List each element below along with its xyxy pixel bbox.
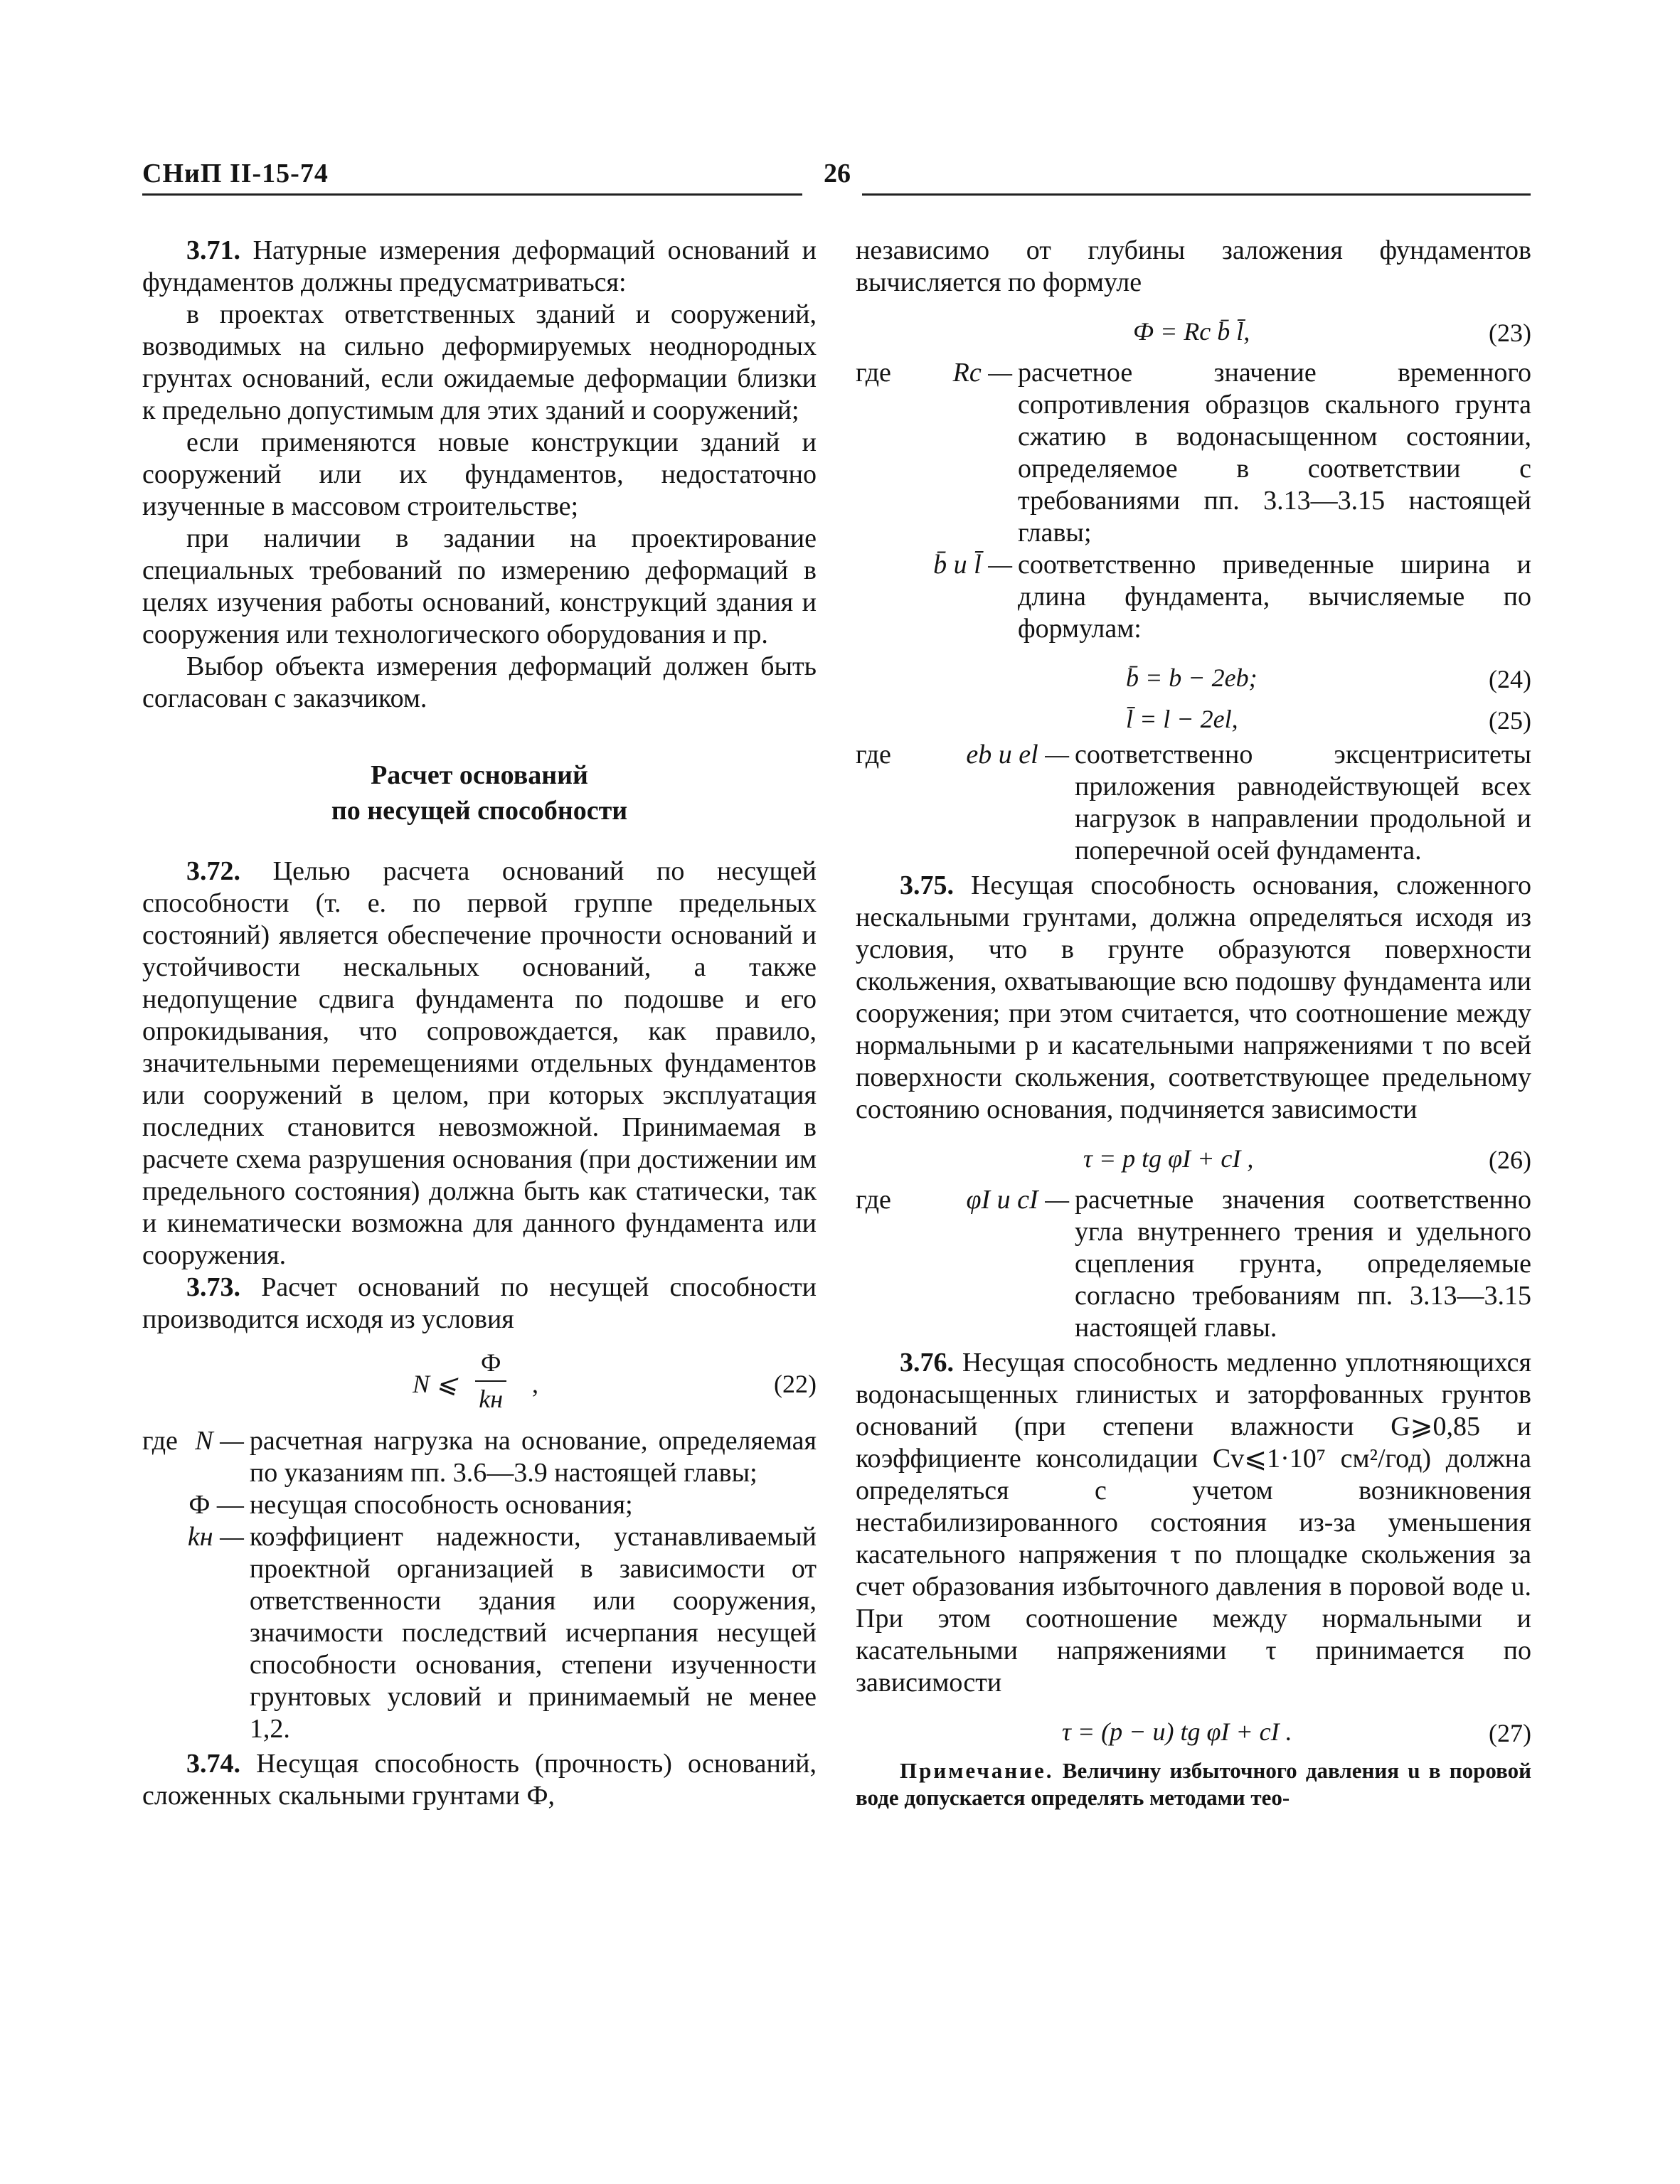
formula-number: (27) [1489, 1719, 1531, 1747]
definition-symbol: kн — [187, 1522, 244, 1552]
definitions-25 [856, 739, 1531, 867]
clause-text: Натурные измерения деформаций оснований и фундаментов должны предусматриваться: [142, 235, 817, 297]
definition-symbol: b̄ и l̄ — [933, 550, 1012, 580]
formula-comma: , [532, 1370, 538, 1398]
definitions-22 [142, 1425, 817, 1745]
note-text: Величину избыточного давления u в поровой воде допускается определять методами тео- [856, 1758, 1531, 1810]
definition-symbol: Ф — [188, 1490, 244, 1520]
definition-symbol: eb и el — [966, 740, 1069, 769]
formula-27 [856, 1710, 1531, 1753]
definition-text: расчетные значения соответственно угла внутреннего трения и удельного сцепления грунта, определяемые согласно требованиям пп. 3.13—3.15 настоящей главы. [1075, 1185, 1531, 1343]
where-label: где [856, 358, 891, 388]
definition-text: коэффициент надежности, устанавливаемый проектной организацией в зависимости от ответственности здания или сооружения, значимости последствий исчерпания несущей способности основания, степени изученности грунтовых условий и принимаемый не менее 1,2. [249, 1522, 817, 1744]
definitions-26 [856, 1184, 1531, 1344]
definition-row [142, 1425, 817, 1489]
paragraph-3-75 [856, 870, 1531, 1126]
definition-row [856, 1184, 1531, 1344]
fraction-denominator: kн [479, 1385, 504, 1413]
definition-row [856, 549, 1531, 645]
list-item: если применяются новые конструкции зданий и сооружений или их фундаментов, недостаточно изученные в массовом строительстве; [142, 427, 817, 521]
clause-text: Несущая способность медленно уплотняющихся водонасыщенных глинистых и заторфованных грунтов оснований (при степени влажности G⩾0,85 и коэффициенте консолидации Cv⩽1·10⁷ см²/год) должна определяться с учетом возникновения нестабилизированного состояния из-за уменьшения касательного напряжения τ по площадке скольжения за счет образования избыточного давления в поровой воде u. При этом соотношение между нормальными и касательными напряжениями τ принимается по зависимости [856, 1348, 1531, 1698]
page-number: 26 [824, 159, 851, 188]
definition-row [142, 1521, 817, 1745]
paragraph-3-74 [142, 1748, 817, 1812]
left-column [142, 235, 817, 1812]
definition-row [856, 739, 1531, 867]
formula-fraction [475, 1347, 506, 1415]
formula-26 [856, 1137, 1531, 1180]
formula-25 [856, 698, 1531, 735]
section-heading-line: Расчет оснований [371, 760, 588, 790]
formula-expression: b̄ = b − 2eb; [1126, 664, 1258, 692]
formula-number: (25) [1489, 706, 1531, 735]
section-heading-line: по несущей способности [331, 796, 628, 826]
formula-22 [142, 1347, 817, 1421]
paragraph-3-74-continued: независимо от глубины заложения фундаментов вычисляется по формуле [856, 235, 1531, 297]
document-code: СНиП II-15-74 [142, 159, 329, 188]
definitions-23 [856, 357, 1531, 645]
definition-symbol: N — [195, 1426, 244, 1456]
formula-number: (26) [1489, 1146, 1531, 1174]
formula-number: (24) [1489, 665, 1531, 693]
note-label: Примечание. [900, 1758, 1054, 1783]
clause-text: Несущая способность основания, сложенного нескальными грунтами, должна определяться исходя из условия, что в грунте образуются поверхности скольжения, охватывающие всю подошву фундамента или сооружения; при этом считается, что соотношение между нормальными p и касательными напряжениями τ по всей поверхности скольжения, соответствующее предельному состоянию основания, подчиняется зависимости [856, 870, 1531, 1124]
formula-expression: τ = (p − u) tg φI + cI . [1062, 1717, 1292, 1746]
paragraph-3-76 [856, 1347, 1531, 1699]
definition-text: соответственно приведенные ширина и длина фундамента, вычисляемые по формулам: [1018, 550, 1531, 644]
formula-23 [856, 310, 1531, 353]
definition-row [142, 1489, 817, 1521]
definition-text: несущая способность основания; [249, 1490, 633, 1520]
formula-expression: l̄ = l − 2el, [1126, 705, 1238, 733]
clause-text: Расчет оснований по несущей способности производится исходя из условия [142, 1272, 817, 1334]
formula-24 [856, 656, 1531, 693]
formula-number: (22) [774, 1370, 817, 1398]
definition-text: расчетное значение временного сопротивления образцов скального грунта сжатию в водонасыщенном состоянии, определяемое в соответствии с требованиями пп. 3.13—3.15 настоящей главы; [1018, 358, 1531, 548]
header-rule-right [862, 193, 1531, 196]
where-label: где [856, 1185, 891, 1215]
formula-lhs: N ⩽ [413, 1370, 458, 1398]
clause-number: 3.72. [186, 856, 240, 886]
paragraph-text: Выбор объекта измерения деформаций должен быть согласован с заказчиком. [142, 651, 817, 713]
formula-expression: τ = p tg φI + cI , [1083, 1144, 1254, 1173]
definition-symbol: Rc — [952, 358, 1012, 388]
clause-text: Целью расчета оснований по несущей способности (т. е. по первой группе предельных состояний) является обеспечение прочности оснований и устойчивости нескальных оснований, а также недопущение сдвига фундамента по подошве и его опрокидывания, что сопровождается, как правило, значительными перемещениями отдельных фундаментов или сооружений в целом, при которых эксплуатация последних становится невозможной. Принимаемая в расчете схема разрушения основания (при достижении им предельного состояния) должна быть как статически, так и кинематически возможна для данного фундамента или сооружения. [142, 856, 817, 1270]
paragraph-3-71 [142, 235, 817, 299]
list-item: в проектах ответственных зданий и сооружений, возводимых на сильно деформируемых неоднородных грунтах оснований, если ожидаемые деформации близки к предельно допустимым для этих зданий и сооружений; [142, 299, 817, 425]
formula-number: (23) [1489, 319, 1531, 347]
fraction-numerator: Ф [475, 1347, 506, 1382]
definition-text: соответственно эксцентриситеты приложения равнодействующей всех нагрузок в направлении продольной и поперечной осей фундамента. [1075, 740, 1531, 865]
definition-symbol: φI и cI — [966, 1185, 1069, 1215]
list-item: при наличии в задании на проектирование специальных требований по измерению деформаций в целях изучения работы оснований, конструкций здания и сооружения или технологического оборудования и пр. [142, 523, 817, 649]
clause-number: 3.71. [186, 235, 240, 265]
where-label: где [142, 1426, 178, 1456]
definition-text: расчетная нагрузка на основание, определяемая по указаниям пп. 3.6—3.9 настоящей главы; [249, 1426, 817, 1488]
formula-expression: Ф = Rc b̄ l̄, [1133, 317, 1250, 346]
clause-number: 3.73. [186, 1272, 240, 1302]
header-rule-left [142, 193, 802, 196]
clause-number: 3.74. [186, 1749, 240, 1779]
clause-number: 3.75. [900, 870, 954, 900]
note [856, 1757, 1531, 1811]
paragraph-3-72 [142, 856, 817, 1272]
where-label: где [856, 740, 891, 769]
clause-number: 3.76. [900, 1348, 954, 1378]
definition-row [856, 357, 1531, 549]
section-heading [142, 757, 817, 829]
clause-text: Несущая способность (прочность) оснований, сложенных скальными грунтами Ф, [142, 1749, 817, 1811]
right-column [856, 235, 1531, 1811]
paragraph-3-73 [142, 1272, 817, 1336]
